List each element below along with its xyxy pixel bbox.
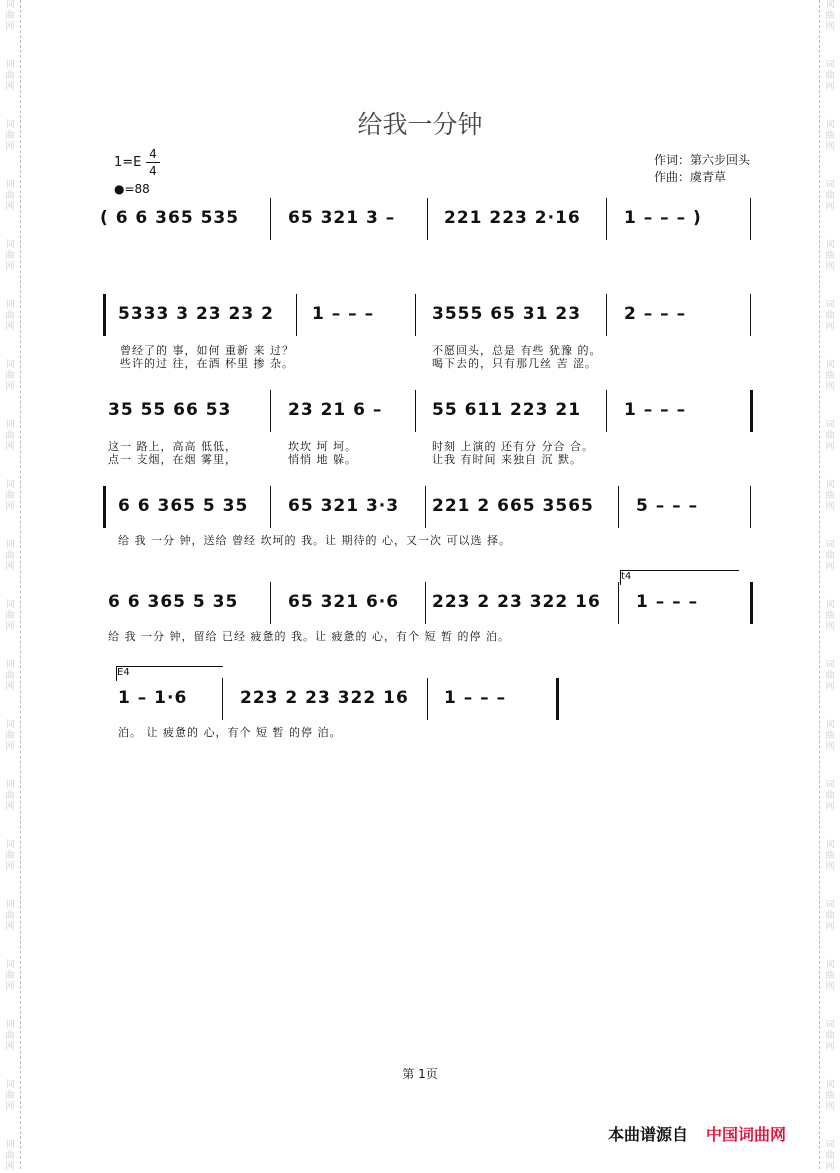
measure: 1 – – – bbox=[636, 592, 699, 612]
measure: ( 6 6 365 535 bbox=[100, 208, 240, 228]
watermark-text: 词 曲 网 bbox=[5, 300, 15, 332]
lyric-line: 给 我 一分 钟，送给 曾经 坎坷的 我。让 期待的 心，又一次 可以选 择。 bbox=[118, 534, 511, 547]
source-brand[interactable]: 中国词曲网 bbox=[706, 1125, 787, 1144]
page-number: 第 1页 bbox=[402, 1067, 438, 1081]
key-signature: 1=E bbox=[114, 155, 142, 170]
lyric-line: 这一 路上，高高 低低， bbox=[108, 440, 237, 453]
measure: 65 321 3 – bbox=[288, 208, 396, 228]
barline bbox=[425, 582, 426, 624]
barline bbox=[427, 678, 428, 720]
volta-bracket bbox=[116, 666, 223, 681]
watermark-text: 词 曲 网 bbox=[5, 120, 15, 152]
lyric-line: 点一 支烟，在烟 雾里， bbox=[108, 453, 237, 466]
repeat-start bbox=[103, 486, 106, 528]
measure: 3555 65 31 23 bbox=[432, 304, 582, 324]
repeat-end bbox=[750, 582, 753, 624]
measure: 1 – – – ) bbox=[624, 208, 702, 228]
lyric-line: 悄悄 地 躲。 bbox=[288, 453, 357, 466]
measure: 1 – – – bbox=[624, 400, 687, 420]
time-sig-top: 4 bbox=[149, 147, 157, 161]
watermark-text: 词 曲 网 bbox=[5, 960, 15, 992]
lyric-line: 些许的过 往，在酒 杯里 掺 杂。 bbox=[120, 357, 294, 370]
watermark-text: 词 曲 网 bbox=[825, 780, 835, 812]
credits bbox=[654, 152, 750, 186]
watermark-text: 词 曲 网 bbox=[825, 300, 835, 332]
measure: 221 2 665 3565 bbox=[432, 496, 594, 516]
note-icon: ● bbox=[114, 182, 125, 196]
watermark-text: 词 曲 网 bbox=[825, 360, 835, 392]
watermark-text: 词 曲 网 bbox=[825, 900, 835, 932]
measure: 221 223 2·16 bbox=[444, 208, 581, 228]
watermark-text: 词 曲 网 bbox=[825, 540, 835, 572]
watermark-text: 词 曲 网 bbox=[825, 720, 835, 752]
watermark-text: 词 曲 网 bbox=[5, 1140, 15, 1172]
watermark-text: 词 曲 网 bbox=[825, 960, 835, 992]
watermark-text: 词 曲 网 bbox=[825, 1080, 835, 1112]
barline bbox=[296, 294, 297, 336]
watermark-text: 词 曲 网 bbox=[825, 1140, 835, 1172]
watermark-text: 词 曲 网 bbox=[5, 360, 15, 392]
source-credit bbox=[608, 1122, 786, 1145]
measure: 5333 3 23 23 2 bbox=[118, 304, 274, 324]
barline bbox=[270, 486, 271, 528]
measure: 23 21 6 – bbox=[288, 400, 383, 420]
watermark-text: 词 曲 网 bbox=[5, 1080, 15, 1112]
barline bbox=[425, 486, 426, 528]
watermark-text: 词 曲 网 bbox=[825, 480, 835, 512]
lyric-line: 给 我 一分 钟，留给 已经 疲惫的 我。让 疲惫的 心，有个 短 暂 的停 泊。 bbox=[108, 630, 510, 643]
lyric-line: 让我 有时间 来独自 沉 默。 bbox=[432, 453, 582, 466]
tempo-marking bbox=[114, 182, 150, 196]
watermark-text: 词 曲 网 bbox=[5, 720, 15, 752]
tempo-value: =88 bbox=[124, 182, 150, 196]
measure: 1 – – – bbox=[444, 688, 507, 708]
barline bbox=[222, 678, 223, 720]
left-watermark-strip bbox=[4, 0, 21, 1172]
watermark-text: 词 曲 网 bbox=[825, 1020, 835, 1052]
measure: 223 2 23 322 16 bbox=[240, 688, 409, 708]
watermark-text: 词 曲 网 bbox=[5, 1020, 15, 1052]
time-signature bbox=[146, 146, 160, 179]
lyric-line: 泊。 让 疲惫的 心，有个 短 暂 的停 泊。 bbox=[118, 726, 342, 739]
watermark-text: 词 曲 网 bbox=[825, 120, 835, 152]
watermark-text: 词 曲 网 bbox=[5, 840, 15, 872]
barline bbox=[750, 486, 751, 528]
watermark-text: 词 曲 网 bbox=[825, 0, 835, 32]
lyric-line: 时刻 上演的 还有分 分合 合。 bbox=[432, 440, 594, 453]
watermark-text: 词 曲 网 bbox=[5, 600, 15, 632]
barline bbox=[618, 582, 619, 624]
source-label: 本曲谱源自 bbox=[608, 1125, 689, 1144]
measure: 65 321 3·3 bbox=[288, 496, 400, 516]
barline bbox=[606, 390, 607, 432]
composer: 作曲：虞青草 bbox=[654, 170, 727, 184]
barline bbox=[270, 390, 271, 432]
measure: 2 – – – bbox=[624, 304, 687, 324]
barline bbox=[415, 294, 416, 336]
watermark-text: 词 曲 网 bbox=[825, 840, 835, 872]
watermark-text: 词 曲 网 bbox=[825, 660, 835, 692]
watermark-text: 词 曲 网 bbox=[5, 480, 15, 512]
volta-label: t4 bbox=[621, 571, 632, 582]
watermark-text: 词 曲 网 bbox=[5, 780, 15, 812]
measure: 223 2 23 322 16 bbox=[432, 592, 601, 612]
measure: 5 – – – bbox=[636, 496, 699, 516]
right-watermark-strip bbox=[819, 0, 836, 1172]
barline bbox=[270, 582, 271, 624]
measure: 1 – – – bbox=[312, 304, 375, 324]
watermark-text: 词 曲 网 bbox=[825, 240, 835, 272]
lyric-line: 不愿回头，总是 有些 犹豫 的。 bbox=[432, 344, 602, 357]
watermark-text: 词 曲 网 bbox=[5, 900, 15, 932]
volta-label: E4 bbox=[117, 667, 130, 678]
lyric-line: 曾经了的 事，如何 重新 来 过？ bbox=[120, 344, 294, 357]
lyric-line: 坎坎 坷 坷。 bbox=[288, 440, 357, 453]
watermark-text: 词 曲 网 bbox=[825, 60, 835, 92]
time-sig-bottom: 4 bbox=[149, 164, 157, 178]
song-title: 给我一分钟 bbox=[357, 110, 483, 139]
barline bbox=[415, 390, 416, 432]
watermark-text: 词 曲 网 bbox=[5, 660, 15, 692]
measure: 35 55 66 53 bbox=[108, 400, 232, 420]
lyric-line: 喝下去的，只有那几丝 苦 涩。 bbox=[432, 357, 597, 370]
barline bbox=[606, 294, 607, 336]
watermark-text: 词 曲 网 bbox=[5, 420, 15, 452]
watermark-text: 词 曲 网 bbox=[5, 0, 15, 32]
barline bbox=[427, 198, 428, 240]
watermark-text: 词 曲 网 bbox=[825, 180, 835, 212]
final-barline bbox=[556, 678, 559, 720]
watermark-text: 词 曲 网 bbox=[825, 420, 835, 452]
watermark-text: 词 曲 网 bbox=[825, 600, 835, 632]
watermark-text: 词 曲 网 bbox=[5, 540, 15, 572]
measure: 55 611 223 21 bbox=[432, 400, 582, 420]
measure: 1 – 1·6 bbox=[118, 688, 188, 708]
barline bbox=[750, 198, 751, 240]
watermark-text: 词 曲 网 bbox=[5, 240, 15, 272]
measure: 65 321 6·6 bbox=[288, 592, 400, 612]
measure: 6 6 365 5 35 bbox=[108, 592, 239, 612]
repeat-start bbox=[103, 294, 106, 336]
lyricist: 作词：第六步回头 bbox=[654, 153, 751, 167]
repeat-end bbox=[750, 390, 753, 432]
measure: 6 6 365 5 35 bbox=[118, 496, 249, 516]
barline bbox=[618, 486, 619, 528]
volta-bracket bbox=[620, 570, 739, 585]
barline bbox=[606, 198, 607, 240]
barline bbox=[270, 198, 271, 240]
watermark-text: 词 曲 网 bbox=[5, 180, 15, 212]
barline bbox=[750, 294, 751, 336]
watermark-text: 词 曲 网 bbox=[5, 60, 15, 92]
